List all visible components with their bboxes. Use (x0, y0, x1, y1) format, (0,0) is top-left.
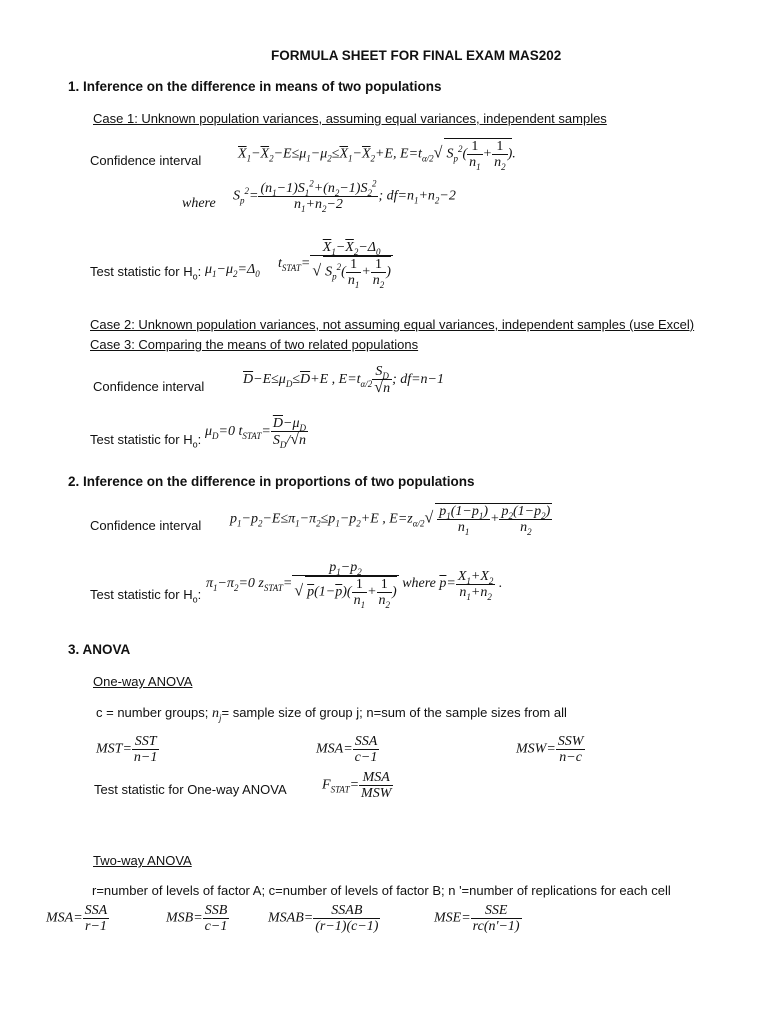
section-3-heading: 3. ANOVA (68, 642, 131, 657)
ci-formula-case1: $\overline{X}_1-\overline{X}_2-E\le\mu_1-\mu_2\le\overline{X}_1-\overline{X}_2+E$, $E=t_{\alpha/2}√$ $S_p^2$( $\frac{1}{n_1}$ + $\frac{1}{n_2}$ ). (238, 139, 516, 172)
ci-label-proportions: Confidence interval (90, 518, 202, 533)
section-1-heading: 1. Inference on the difference in means of two populations (68, 79, 442, 94)
mse-formula: MSE= $\frac{\text{SSE}}{rc(n'-1)}$ (434, 903, 520, 934)
msb-formula: MSB= $\frac{\text{SSB}}{c-1}$ (166, 903, 228, 934)
case-2-label: Case 2: Unknown population variances, not assuming equal variances, independent samples (use Excel) (90, 317, 695, 332)
twoway-description: r=number of levels of factor A; c=number of levels of factor B; n '=number of replications for each cell (92, 883, 671, 898)
ci-formula-proportions: $p_1-p_2-E\le\pi_1-\pi_2\le p_1-p_2+E$ , $E=z_{\alpha/2}√$ $\frac{p_1(1-p_1)}{n_1}$ + $\frac{p_2(1-p_2)}{n_2}$ (230, 504, 551, 537)
case-3-label: Case 3: Comparing the means of two related populations (90, 337, 419, 352)
ts-label-proportions: Test statistic for $H_o$: (90, 587, 202, 605)
ts-label-case1: Test statistic for $H_o$: (90, 264, 202, 282)
mst-formula: MST= $\frac{\text{SST}}{n-1}$ (96, 734, 158, 765)
ts-label-oneway: Test statistic for One-way ANOVA (94, 782, 287, 797)
ts-label-case3: Test statistic for $H_o$: (90, 432, 202, 450)
f-stat-formula: $F_{STAT}=$ $\frac{\text{MSA}}{\text{MSW}}$ (322, 770, 392, 801)
ci-formula-case3: $\overline{D}-E\le\mu_D\le\overline{D}+E$ , $E=t_{\alpha/2}$ $\frac{S_D}{√n}$ ; df=n−1 (243, 364, 445, 396)
msw-formula: MSW= $\frac{\text{SSW}}{n-c}$ (516, 734, 584, 765)
page-title: FORMULA SHEET FOR FINAL EXAM MAS202 (271, 48, 562, 63)
oneway-description: c = number groups; $n_j=$ sample size of group j; n=sum of the sample sizes from all (96, 705, 567, 723)
pooled-variance-formula: $S_p^2=$ $\frac{(n_1-1)S_1^2+(n_2-1)S_2^2}{n_1+n_2-2}$ ; $df=n_1+n_2-2$ (233, 178, 456, 214)
t-stat-formula-case1: $t_{STAT}=$ $\overline{X}_1-\overline{X}_2-\Delta_0$ √ $S_p^2$( $\frac{1}{n_1}$ + $\frac{1}{n_2}$ ) (278, 240, 391, 290)
case-1-label: Case 1: Unknown population variances, assuming equal variances, independent samples (93, 111, 607, 126)
msab-formula: MSAB= $\frac{\text{SSAB}}{(r-1)(c-1)}$ (268, 903, 379, 934)
section-2-heading: 2. Inference on the difference in proportions of two populations (68, 474, 475, 489)
t-stat-formula-case3: $\mu_D=0$ $t_{STAT}=$ $\frac{\overline{D}-\mu_D}{S_D/√n}$ (205, 416, 307, 450)
ci-label-case3: Confidence interval (93, 379, 205, 394)
h0-case1: $\mu_1-\mu_2=\Delta_0$ (205, 262, 260, 279)
oneway-label: One-way ANOVA (93, 674, 193, 689)
msa-formula-oneway: MSA= $\frac{\text{SSA}}{c-1}$ (316, 734, 378, 765)
msa-formula-twoway: MSA= $\frac{\text{SSA}}{r-1}$ (46, 903, 108, 934)
z-stat-formula-proportions: $\pi_1-\pi_2=0$ $z_{STAT}=$ $p_1-p_2$ √ $p(1-\overline{p})$( $\frac{1}{n_1}$ + $\frac{1}{n_2}$ ) where $\overline{p}=$ $\frac{X_1+X_2}{n_1+n_2}$ . (206, 560, 503, 610)
twoway-label: Two-way ANOVA (93, 853, 192, 868)
where-label: where (182, 196, 216, 211)
ci-label-case1: Confidence interval (90, 153, 202, 168)
